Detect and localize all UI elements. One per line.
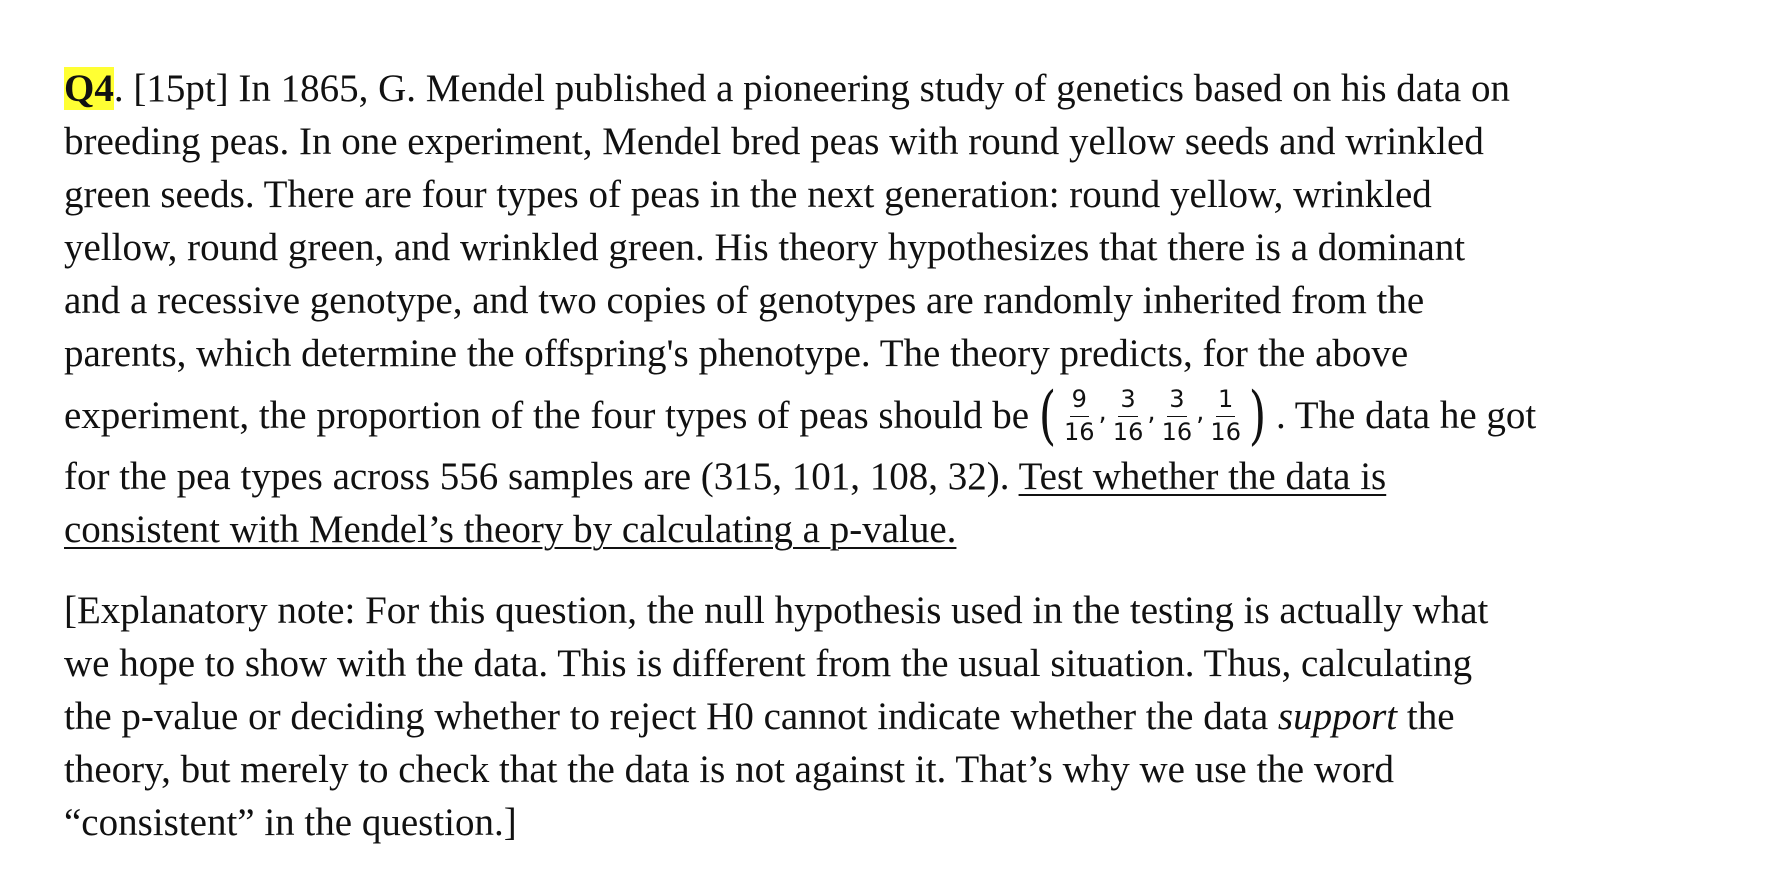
question-line-3: green seeds. There are four types of peas in the next generation: round yellow, wrinkled: [64, 173, 1432, 216]
data-line-text: for the pea types across 556 samples are (315, 101, 108, 32).: [64, 455, 1019, 498]
fraction-4-numerator: 1: [1216, 387, 1235, 416]
comma-1: ,: [1098, 397, 1107, 427]
right-paren: ): [1248, 379, 1267, 453]
note-paragraph: [64, 584, 1764, 849]
note-line-5: “consistent” in the question.]: [64, 801, 517, 844]
note-line-3-after: the: [1397, 695, 1455, 738]
question-paragraph: [64, 62, 1764, 556]
left-paren: (: [1038, 379, 1057, 453]
fraction-1-denominator: 16: [1063, 417, 1095, 446]
question-text-line-1: . [15pt] In 1865, G. Mendel published a pioneering study of genetics based on his data on: [113, 67, 1510, 110]
note-line-1: [Explanatory note: For this question, the null hypothesis used in the testing is actually what: [64, 589, 1489, 632]
note-italic-support: support: [1277, 695, 1398, 738]
question-line-5: and a recessive genotype, and two copies of genotypes are randomly inherited from the: [64, 279, 1425, 322]
question-line-4: yellow, round green, and wrinkled green. His theory hypothesizes that there is a dominant: [64, 226, 1466, 269]
question-line-9: [64, 503, 1764, 556]
fraction-3-denominator: 16: [1161, 417, 1193, 446]
fraction-2: [1109, 387, 1148, 444]
note-line-3: [64, 690, 1764, 743]
question-label: Q4: [64, 67, 114, 110]
comma-3: ,: [1196, 397, 1205, 427]
question-line-1: [64, 62, 1764, 115]
proportion-vector: [1035, 377, 1270, 455]
question-line-7: [64, 379, 1764, 453]
math-line-text-after: . The data he got: [1275, 393, 1537, 437]
fraction-4-denominator: 16: [1210, 417, 1241, 446]
fraction-1: [1060, 387, 1099, 444]
paragraph-gap: [64, 556, 1764, 584]
math-line-text-before: experiment, the proportion of the four types of peas should be: [64, 393, 1030, 437]
fraction-2-numerator: 3: [1118, 387, 1137, 416]
fraction-3-numerator: 3: [1167, 387, 1186, 416]
fraction-3: [1158, 387, 1197, 444]
note-line-2: we hope to show with the data. This is different from the usual situation. Thus, calculating: [64, 642, 1473, 685]
document-body: [64, 62, 1764, 849]
fraction-1-numerator: 9: [1070, 387, 1089, 416]
note-line-4: theory, but merely to check that the data is not against it. That’s why we use the word: [64, 748, 1394, 791]
fraction-4: [1206, 387, 1245, 444]
question-line-8: [64, 450, 1764, 503]
question-line-2: breeding peas. In one experiment, Mendel bred peas with round yellow seeds and wrinkled: [64, 120, 1484, 163]
task-instruction-part-2: consistent with Mendel’s theory by calculating a p-value.: [64, 508, 957, 551]
question-line-6: parents, which determine the offspring's phenotype. The theory predicts, for the above: [64, 332, 1409, 375]
fraction-2-denominator: 16: [1112, 417, 1144, 446]
note-line-3-before: the p-value or deciding whether to reject H0 cannot indicate whether the data: [64, 695, 1278, 738]
task-instruction-part-1: Test whether the data is: [1018, 455, 1387, 498]
comma-2: ,: [1147, 397, 1156, 427]
